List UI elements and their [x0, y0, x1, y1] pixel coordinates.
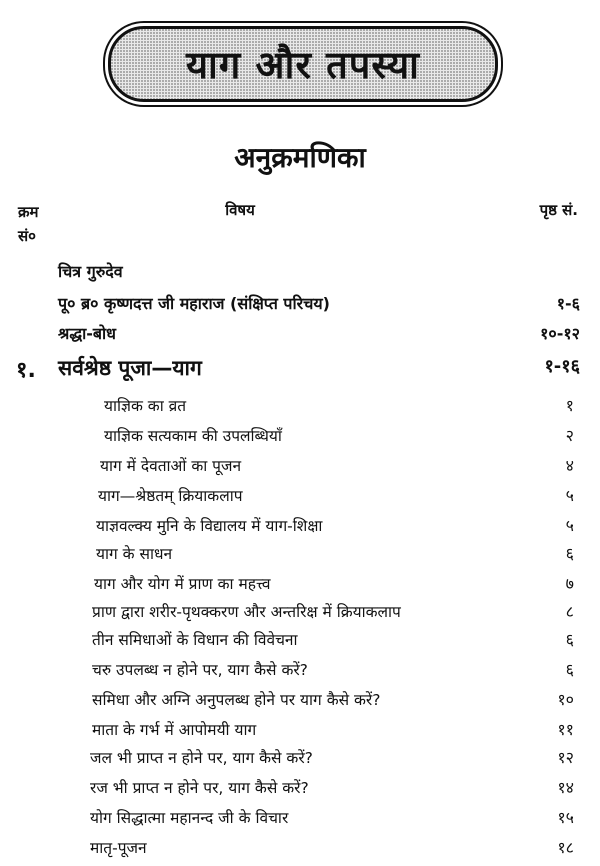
toc-entry: [0, 836, 600, 864]
toc-chapter-number: १.: [16, 358, 36, 383]
toc-chapter-page: १-१६: [544, 356, 580, 377]
toc-entry: [0, 394, 600, 422]
toc-entry-title: याज्ञिक सत्यकाम की उपलब्धियाँ: [104, 427, 282, 445]
toc-entry-title: तीन समिधाओं के विधान की विवेचना: [92, 631, 298, 649]
toc-entry-page: २: [565, 426, 574, 445]
toc-entry-page: १५: [557, 808, 574, 827]
book-title: याग और तपस्या: [185, 43, 421, 87]
toc-entry-title: माता के गर्भ में आपोमयी याग: [92, 721, 257, 739]
toc-entry-title: योग सिद्धात्मा महानन्द जी के विचार: [90, 809, 289, 827]
toc-entry-page: ६: [565, 630, 574, 649]
toc-entry-page: १०: [557, 690, 574, 709]
toc-entry: [0, 806, 600, 834]
toc-entry-page: १४: [557, 778, 574, 797]
column-header-subject: विषय: [225, 201, 255, 219]
toc-entry-page: १२: [557, 748, 574, 767]
toc-entry-title: याग में देवताओं का पूजन: [100, 457, 242, 475]
toc-entry: [0, 600, 600, 628]
toc-entry: [0, 776, 600, 804]
toc-entry-page: ७: [565, 574, 574, 593]
toc-entry-title: याज्ञवल्क्य मुनि के विद्यालय में याग-शिक्षा: [96, 517, 323, 535]
toc-entry-title: पू० ब्र० कृष्णदत्त जी महाराज (संक्षिप्त परिचय): [58, 294, 330, 313]
toc-entry-page: ११: [557, 720, 574, 739]
contents-heading: अनुक्रमणिका: [234, 141, 366, 174]
column-header-serial: क्रम सं०: [18, 203, 39, 245]
toc-entry: [0, 688, 600, 716]
toc-entry-title: चरु उपलब्ध न होने पर, याग कैसे करें?: [92, 661, 308, 679]
toc-entry-title: श्रद्धा-बोध: [58, 324, 117, 343]
toc-entry: [0, 658, 600, 686]
toc-entry: [0, 628, 600, 656]
toc-entry-page: १: [565, 396, 574, 415]
toc-entry-title: चित्र गुरुदेव: [58, 262, 123, 281]
column-header-page: पृष्ठ सं.: [539, 201, 578, 219]
toc-entry: [0, 572, 600, 600]
toc-entry-title: जल भी प्राप्त न होने पर, याग कैसे करें?: [90, 749, 313, 767]
toc-entry-page: १-६: [556, 294, 580, 313]
toc-entry: [0, 322, 600, 350]
toc-entry-title: समिधा और अग्नि अनुपलब्ध होने पर याग कैसे करें?: [92, 691, 381, 709]
toc-entry-title: याग—श्रेष्ठतम् क्रियाकलाप: [98, 487, 243, 505]
toc-entry: [0, 260, 600, 288]
toc-entry: [0, 514, 600, 542]
toc-entry-title: रज भी प्राप्त न होने पर, याग कैसे करें?: [90, 779, 309, 797]
toc-entry-title: याज्ञिक का व्रत: [104, 397, 187, 415]
toc-chapter: [0, 354, 600, 382]
toc-entry: [0, 424, 600, 452]
toc-entry-title: याग और योग में प्राण का महत्त्व: [94, 575, 271, 593]
toc-entry-page: १८: [557, 838, 574, 857]
toc-entry: [0, 746, 600, 774]
toc-entry-page: ४: [565, 456, 574, 475]
toc-entry-page: ६: [565, 544, 574, 563]
toc-entry-title: प्राण द्वारा शरीर-पृथक्करण और अन्तरिक्ष में क्रियाकलाप: [92, 603, 401, 621]
toc-entry-page: ६: [565, 660, 574, 679]
toc-entry: [0, 484, 600, 512]
toc-entry: [0, 718, 600, 746]
toc-entry-page: ८: [565, 602, 574, 621]
toc-entry-page: १०-१२: [540, 324, 580, 343]
toc-entry: [0, 454, 600, 482]
toc-entry: [0, 542, 600, 570]
toc-chapter-title: सर्वश्रेष्ठ पूजा—याग: [58, 356, 202, 380]
toc-entry-title: याग के साधन: [96, 545, 173, 563]
toc-entry-title: मातृ-पूजन: [90, 839, 147, 857]
title-banner: [108, 26, 498, 102]
toc-entry-page: ५: [565, 486, 574, 505]
toc-entry: [0, 292, 600, 320]
toc-entry-page: ५: [565, 516, 574, 535]
